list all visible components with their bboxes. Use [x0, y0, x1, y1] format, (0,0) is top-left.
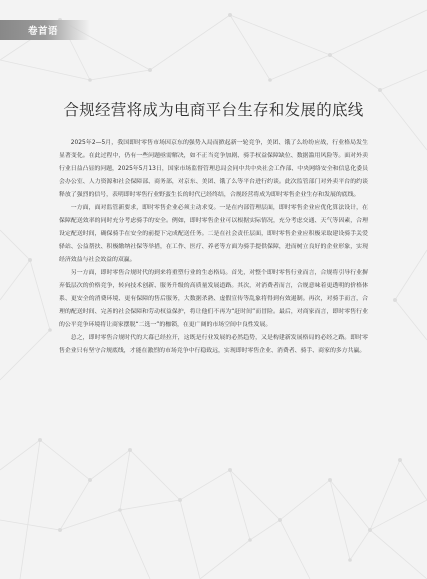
page-title: 合规经营将成为电商平台生存和发展的底线: [63, 101, 364, 119]
paragraph-4: 总之，即时零售合规时代的大幕已经拉开，这既是行业发展的必然趋势，又是构建新发展格局的必经之路。即时零售企业只有坚守合规底线，才能在激烈的市场竞争中行稳致远，实现即时零售企业、消费者、骑手、商家的多方共赢。: [59, 335, 368, 354]
section-tag: [0, 20, 90, 40]
paragraph-3: 另一方面，即时零售合规时代的到来将重塑行业的生态格局。首先，对整个即时零售行业而言，合规将引导行业摒弃低层次的价格竞争，转向技术创新、服务升级的高质量发展道路。其次，对消费者而言，合规意味着更透明的价格体系、更安全的消费环境、更有保障的售后服务，大数据杀熟、虚假宣传等乱象将得到有效遏制。再次，对骑手而言，合理的配送时间、完善的社会保障和劳动权益保护，将让他们不再为“赶时间”而冒险。最后，对商家而言，即时零售行业的公平竞争环境将让商家摆脱“二选一”的枷锁，在更广阔的市场空间中良性发展。: [59, 270, 368, 328]
article-body: [59, 137, 368, 358]
paragraph-2: 一方面，面对监管新要求，即时零售企业必须主动求变。一是在内部管理层面，即时零售企业应优化算法设计，在保障配送效率的同时充分考虑骑手的安全。例如，即时零售企业可以根据实际情况，充分考虑交通、天气等因素，合理设定配送时间，确保骑手在安全的前提下完成配送任务。二是在社会责任层面，即时零售企业应积极采取建设骑手关爱驿站、公益帮扶、积极缴纳社保等举措，在工作、医疗、养老等方面为骑手提供保障，进而树立良好的企业形象，实现经济效益与社会效益的双赢。: [59, 205, 368, 263]
section-tag-label: 卷首语: [28, 26, 59, 37]
paragraph-1: 2025年2—5月，我国即时零售市场因京东的强势入局而掀起新一轮竞争，美团、饿了么纷纷应战，行业格局发生显著变化。在此过程中，仍有一些问题亟需解决，如不正当竞争加剧、骑手权益保障缺位、数据滥用风险等。面对外卖行业日益凸显的问题，2025年5月13日，国家市场监督管理总局会同中共中央社会工作部、中央网络安全和信息化委员会办公室、人力资源和社会保障部、商务部，对京东、美团、饿了么等平台进行约谈。此次监管部门对外卖平台的约谈释放了强烈的信号，表明即时零售行业野蛮生长的时代已经终结，合规经营将成为即时零售企业生存和发展的底线。: [59, 140, 368, 198]
